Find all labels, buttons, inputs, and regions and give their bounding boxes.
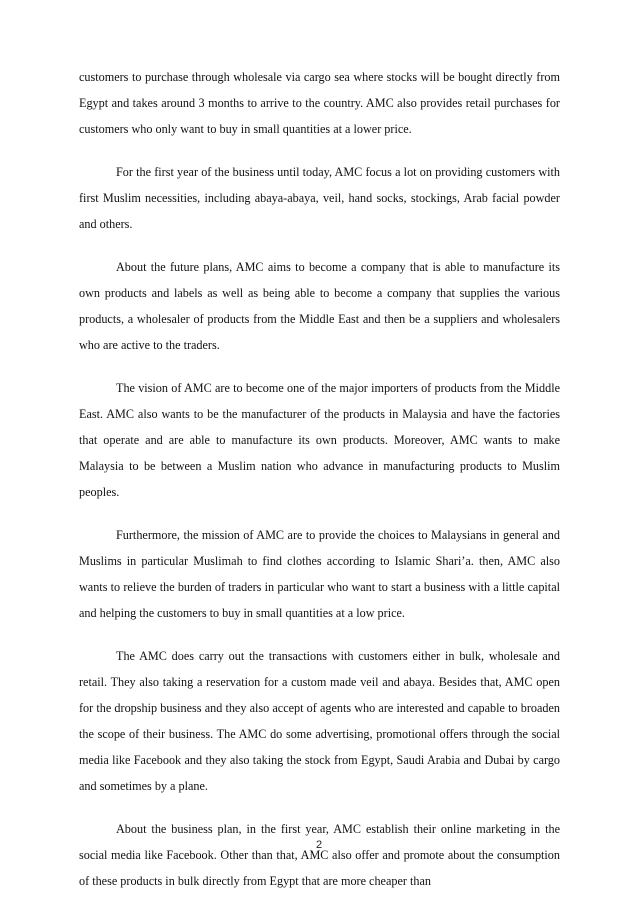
paragraph-vision: The vision of AMC are to become one of the major importers of products from the Middle East. AMC also wants to be the manufacturer of the products in Malaysia and have the factories that operate and are able to manufacture its own products. Moreover, AMC wants to make Malaysia to be between a Muslim nation who advance in manufacturing products to Muslim peoples. xyxy=(79,381,560,499)
paragraph-first-year: For the first year of the business until today, AMC focus a lot on providing customers with first Muslim necessities, including abaya-abaya, veil, hand socks, stockings, Arab facial powder and others. xyxy=(79,165,560,231)
paragraph-transactions: The AMC does carry out the transactions with customers either in bulk, wholesale and retail. They also taking a reservation for a custom made veil and abaya. Besides that, AMC open for the dropship business and they also accept of agents who are interested and capable to broaden the scope of their business. The AMC do some advertising, promotional offers through the social media like Facebook and they also taking the stock from Egypt, Saudi Arabia and Dubai by cargo and sometimes by a plane. xyxy=(79,649,560,793)
paragraph-future-plans: About the future plans, AMC aims to become a company that is able to manufacture its own products and labels as well as being able to become a company that supplies the various products, a wholesaler of products from the Middle East and then be a suppliers and wholesalers who are active to the traders. xyxy=(79,260,560,352)
paragraph-mission: Furthermore, the mission of AMC are to provide the choices to Malaysians in general and Muslims in particular Muslimah to find clothes according to Islamic Shari’a. then, AMC also wants to relieve the burden of traders in particular who want to start a business with a little capital and helping the customers to buy in small quantities at a low price. xyxy=(79,528,560,620)
document-body xyxy=(79,64,560,911)
page-number: 2 xyxy=(315,839,323,851)
paragraph-business-plan: About the business plan, in the first year, AMC establish their online marketing in the social media like Facebook. Other than that, AMC also offer and promote about the consumption of these products in bulk directly from Egypt that are more cheaper than xyxy=(79,822,560,888)
paragraph-continuation: customers to purchase through wholesale via cargo sea where stocks will be bought directly from Egypt and takes around 3 months to arrive to the country. AMC also provides retail purchases for customers who only want to buy in small quantities at a lower price. xyxy=(79,70,560,136)
